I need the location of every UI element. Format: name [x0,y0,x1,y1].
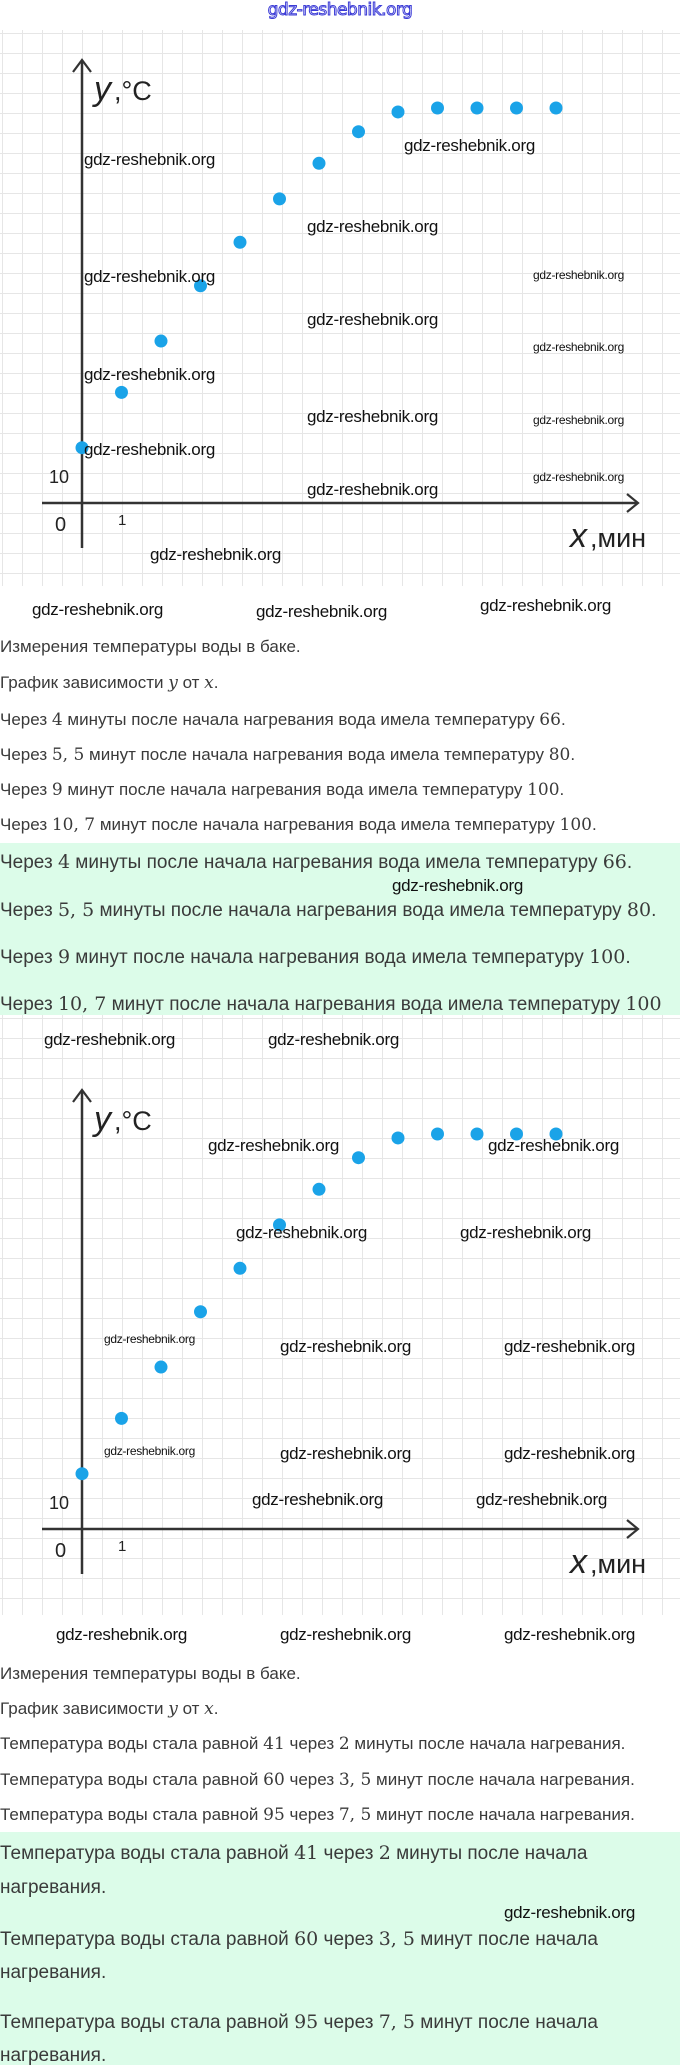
text-segment: Через [0,994,58,1015]
text-segment: нагревания. [0,2045,107,2066]
math-value: y [168,673,178,693]
answer-statement [0,993,662,1016]
watermark: gdz-reshebnik.org [84,267,215,286]
text-segment: Через [0,852,58,873]
answer-statement [0,1842,587,1865]
text-segment: Через [0,710,52,729]
watermark: gdz-reshebnik.org [104,1332,195,1346]
text-segment: через [284,1770,339,1789]
math-value: 2 [378,1842,391,1864]
watermark: gdz-reshebnik.org [280,1625,411,1644]
math-value: 60 [263,1770,285,1790]
watermark: gdz-reshebnik.org [504,1337,635,1356]
data-point [471,102,484,115]
watermark: gdz-reshebnik.org [150,545,281,564]
text-segment: минут после начала нагревания. [371,1770,635,1789]
text-segment: . [591,815,597,834]
watermark: gdz-reshebnik.org [208,1136,339,1155]
watermark: gdz-reshebnik.org [307,310,438,329]
data-point [550,102,563,115]
math-value: x [204,1699,214,1719]
option-statement [0,1734,625,1754]
y-axis-label-var: y [94,1100,111,1138]
text-segment: через [318,2012,379,2033]
data-point [194,1305,207,1318]
text-segment: Через [0,780,52,799]
text-segment: от [177,1699,205,1718]
x-tick-label: 1 [118,1538,127,1555]
text-segment: минут после начала нагревания вода имела температуру [62,780,528,799]
math-value: 5, 5 [57,899,95,921]
text-segment: Температура воды стала равной [0,1805,264,1824]
answer-statement [0,899,656,922]
chart-svg [0,30,680,586]
watermark: gdz-reshebnik.org [533,470,624,484]
watermark: gdz-reshebnik.org [280,1444,411,1463]
data-point [431,102,444,115]
watermark: gdz-reshebnik.org [236,1223,367,1242]
math-value: 3, 5 [338,1770,372,1790]
math-value: x [204,673,214,693]
watermark: gdz-reshebnik.org [280,1337,411,1356]
data-point [313,157,326,170]
data-point [234,236,247,249]
math-value: 100 [589,946,626,968]
data-point [392,1131,405,1144]
math-value: 5, 5 [51,745,85,765]
site-watermark-header: gdz-reshebnik.org [267,0,413,20]
math-value: 7, 5 [338,1805,372,1825]
watermark: gdz-reshebnik.org [252,1490,383,1509]
data-point [273,192,286,205]
math-value: y [168,1699,178,1719]
x-axis-label-var: x [570,517,587,555]
temperature-chart-2 [0,1015,680,1615]
x-axis-label-unit: ,мин [590,523,647,553]
math-value: 9 [51,780,63,800]
watermark: gdz-reshebnik.org [488,1136,619,1155]
option-statement [0,815,597,835]
option-statement [0,710,566,730]
math-value: 66 [602,851,627,873]
temperature-chart-1 [0,30,680,586]
text-segment: . [626,852,633,873]
math-value: 95 [263,1805,285,1825]
watermark: gdz-reshebnik.org [460,1223,591,1242]
math-value: 95 [294,2011,319,2033]
text-segment: минут после начала нагревания вода имела температуру [70,947,590,968]
text-segment: Температура воды стала равной [0,1843,295,1864]
text-segment: Через [0,815,52,834]
watermark: gdz-reshebnik.org [104,1444,195,1458]
data-point [431,1128,444,1141]
data-point [352,1151,365,1164]
x-axis-label-var: x [570,1543,587,1581]
watermark: gdz-reshebnik.org [256,602,387,621]
watermark: gdz-reshebnik.org [504,1625,635,1644]
y-tick-label: 10 [49,1493,70,1513]
math-value: 80 [548,745,571,765]
text-segment: Через [0,745,52,764]
caption: Измерения температуры воды в баке. [0,637,301,656]
text-segment: Температура воды стала равной [0,1770,264,1789]
option-statement [0,745,575,765]
text-segment: минут после начала нагревания вода имела температуру [95,815,560,834]
watermark: gdz-reshebnik.org [404,136,535,155]
origin-label: 0 [55,514,67,536]
math-value: 9 [57,946,71,968]
text-segment: . [570,745,576,764]
text-segment: . [651,900,657,921]
graph-description [0,1699,219,1719]
option-statement [0,1805,635,1825]
watermark: gdz-reshebnik.org [84,150,215,169]
answer-statement [0,1928,598,1951]
text-segment: минуты после начала нагревания вода имела температуру [62,710,540,729]
watermark: gdz-reshebnik.org [268,1030,399,1049]
text-segment: График зависимости [0,1699,169,1718]
text-segment: минуты после начала нагревания. [349,1734,626,1753]
text-segment: минут после начала [414,1929,598,1950]
option-statement [0,780,564,800]
y-tick-label: 10 [49,467,70,487]
math-value: 100 [527,780,560,800]
data-point [115,386,128,399]
text-segment: минут после начала [414,2012,598,2033]
watermark: gdz-reshebnik.org [533,413,624,427]
data-point [155,1361,168,1374]
math-value: 10, 7 [51,815,96,835]
y-axis-label-unit: ,°C [114,76,152,106]
text-segment: . [559,780,565,799]
math-value: 10, 7 [57,993,107,1015]
text-segment: нагревания. [0,1877,107,1898]
y-axis-label-unit: ,°C [114,1106,152,1136]
text-segment: через [284,1805,339,1824]
answer-statement [0,1877,106,1899]
caption: Измерения температуры воды в баке. [0,1664,301,1683]
x-axis-label-unit: ,мин [590,1549,647,1579]
text-segment: . [625,947,631,968]
math-value: 80 [626,899,652,921]
data-point [155,335,168,348]
watermark: gdz-reshebnik.org [307,407,438,426]
answer-statement [0,1962,106,1984]
answer-statement [0,946,631,969]
math-value: 4 [51,710,63,730]
math-value: 100 [625,993,662,1015]
math-value: 60 [294,1928,319,1950]
watermark: gdz-reshebnik.org [533,340,624,354]
data-point [392,105,405,118]
data-point [510,102,523,115]
text-segment: График зависимости [0,673,169,692]
section-2-answers [0,1832,680,2065]
data-point [352,125,365,138]
text-segment: минут после начала нагревания вода имела температуру [106,994,626,1015]
text-segment: Температура воды стала равной [0,2012,295,2033]
data-point [115,1412,128,1425]
answer-statement [0,2045,106,2067]
text-segment: нагревания. [0,1962,107,1983]
text-segment: . [560,710,566,729]
math-value: 66 [539,710,561,730]
watermark: gdz-reshebnik.org [32,600,163,619]
watermark: gdz-reshebnik.org [504,1444,635,1463]
data-point [76,1467,89,1480]
section-1-answers [0,843,680,1015]
watermark: gdz-reshebnik.org [307,480,438,499]
origin-label: 0 [55,1540,67,1562]
text-segment: через [284,1734,339,1753]
math-value: 4 [57,851,71,873]
answer-statement [0,2011,598,2034]
watermark: gdz-reshebnik.org [480,596,611,615]
text-segment: минут после начала нагревания вода имела температуру [84,745,549,764]
text-segment: . [213,673,219,692]
watermark: gdz-reshebnik.org [44,1030,175,1049]
watermark: gdz-reshebnik.org [504,1903,635,1922]
data-point [471,1128,484,1141]
x-tick-label: 1 [118,512,127,529]
math-value: 7, 5 [378,2011,415,2033]
math-value: 100 [559,815,592,835]
watermark: gdz-reshebnik.org [84,365,215,384]
text-segment: . [213,1699,219,1718]
watermark: gdz-reshebnik.org [56,1625,187,1644]
graph-description [0,673,219,693]
text-segment: от [177,673,205,692]
text-segment: Температура воды стала равной [0,1734,264,1753]
data-point [313,1183,326,1196]
text-segment: через [318,1843,379,1864]
watermark: gdz-reshebnik.org [392,876,523,895]
text-segment: Температура воды стала равной [0,1929,295,1950]
watermark: gdz-reshebnik.org [307,217,438,236]
math-value: 3, 5 [378,1928,415,1950]
watermark: gdz-reshebnik.org [476,1490,607,1509]
text-segment: минуты после начала нагревания вода имела температуру [70,852,603,873]
text-segment: Через [0,900,58,921]
y-axis-label-var: y [94,70,111,108]
watermark: gdz-reshebnik.org [533,268,624,282]
chart-svg [0,1015,680,1615]
math-value: 41 [294,1842,319,1864]
answer-statement [0,851,632,874]
math-value: 2 [338,1734,350,1754]
data-point [234,1262,247,1275]
text-segment: минут после начала нагревания. [371,1805,635,1824]
text-segment: Через [0,947,58,968]
option-statement [0,1770,635,1790]
watermark: gdz-reshebnik.org [84,440,215,459]
text-segment: минуты после начала нагревания вода имела температуру [94,900,627,921]
text-segment: через [318,1929,379,1950]
math-value: 41 [263,1734,285,1754]
text-segment: минуты после начала [390,1843,588,1864]
